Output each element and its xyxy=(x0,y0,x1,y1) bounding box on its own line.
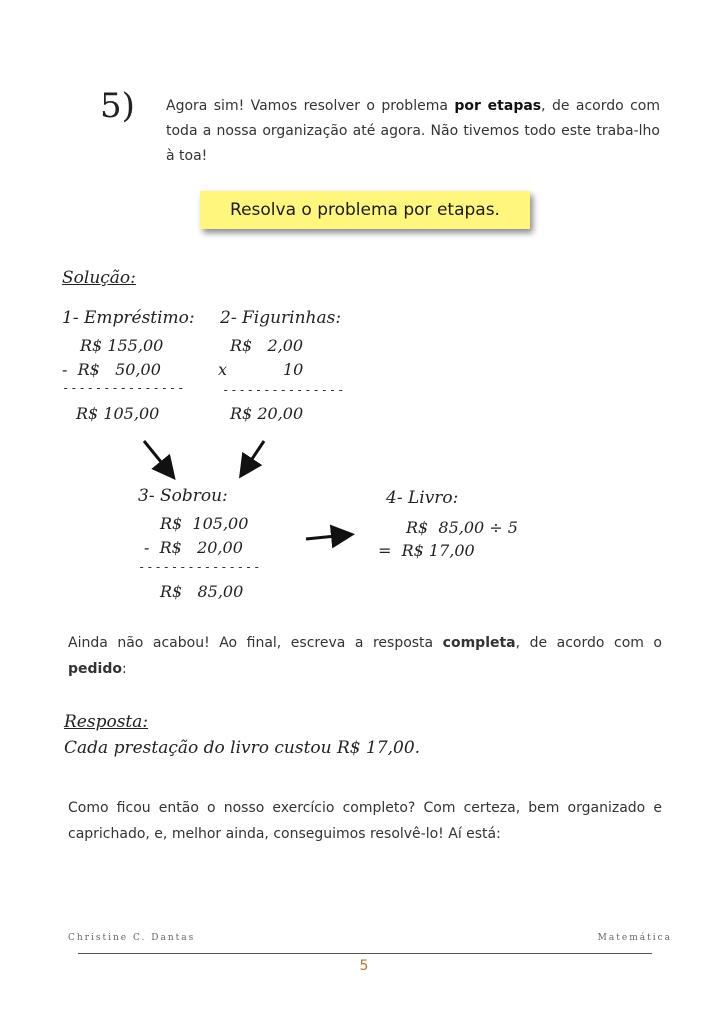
step1-line1: R$ 155,00 xyxy=(80,336,164,355)
step3-result: R$ 85,00 xyxy=(160,582,244,601)
step2-line1: R$ 2,00 xyxy=(230,336,304,355)
paragraph-1 xyxy=(68,630,662,682)
intro-text-1: Agora sim! Vamos resolver o problema xyxy=(166,98,455,114)
step1-title: 1- Empréstimo: xyxy=(62,308,195,328)
footer-subject: Matemática xyxy=(597,933,672,943)
step4-title: 4- Livro: xyxy=(386,488,459,508)
paragraph-2: Como ficou então o nosso exercício completo? Com certeza, bem organizado e caprichado, e, melhor ainda, conseguimos resolvê-lo! Aí está: xyxy=(68,800,662,842)
footer-author: Christine C. Dantas xyxy=(68,933,196,943)
step1-result: R$ 105,00 xyxy=(76,404,160,423)
solucao-label: Solução: xyxy=(62,268,136,288)
arrow-right-icon xyxy=(304,527,364,547)
intro-paragraph xyxy=(166,94,660,169)
paragraph-1-text-3: : xyxy=(121,661,127,677)
page-number: 5 xyxy=(359,958,369,974)
paragraph-1-bold-2: pedido xyxy=(68,661,122,677)
exercise-number: 5) xyxy=(100,86,135,126)
step3-title: 3- Sobrou: xyxy=(138,486,228,506)
arrow-down-right-icon xyxy=(140,437,200,487)
step1-dashes: --------------- xyxy=(62,381,186,395)
step4-line2: = R$ 17,00 xyxy=(378,541,475,560)
step3-line1: R$ 105,00 xyxy=(160,514,249,533)
step2-line2: x 10 xyxy=(218,360,304,379)
step1-line2: - R$ 50,00 xyxy=(62,360,161,379)
intro-bold: por etapas xyxy=(454,98,542,114)
step3-line2: - R$ 20,00 xyxy=(144,538,243,557)
footer-divider xyxy=(78,953,652,954)
paragraph-1-text-1: Ainda não acabou! Ao final, escreva a resposta xyxy=(68,635,443,651)
callout-box xyxy=(200,191,530,229)
callout-text: Resolva o problema por etapas. xyxy=(230,200,500,220)
resposta-text: Cada prestação do livro custou R$ 17,00. xyxy=(64,738,421,758)
paragraph-1-text-2: , de acordo com o xyxy=(515,635,662,651)
arrow-down-left-icon xyxy=(236,437,296,487)
intro-text-2: , de acordo com toda a nossa organização até agora. Não tivemos todo este traba-lho à toa! xyxy=(166,98,660,164)
resposta-label: Resposta: xyxy=(64,712,149,732)
step4-line1: R$ 85,00 ÷ 5 xyxy=(406,518,518,537)
step2-dashes: --------------- xyxy=(222,383,346,397)
step2-result: R$ 20,00 xyxy=(230,404,304,423)
step3-dashes: --------------- xyxy=(138,560,262,574)
step2-title: 2- Figurinhas: xyxy=(220,308,342,328)
paragraph-1-bold-1: completa xyxy=(442,635,516,651)
